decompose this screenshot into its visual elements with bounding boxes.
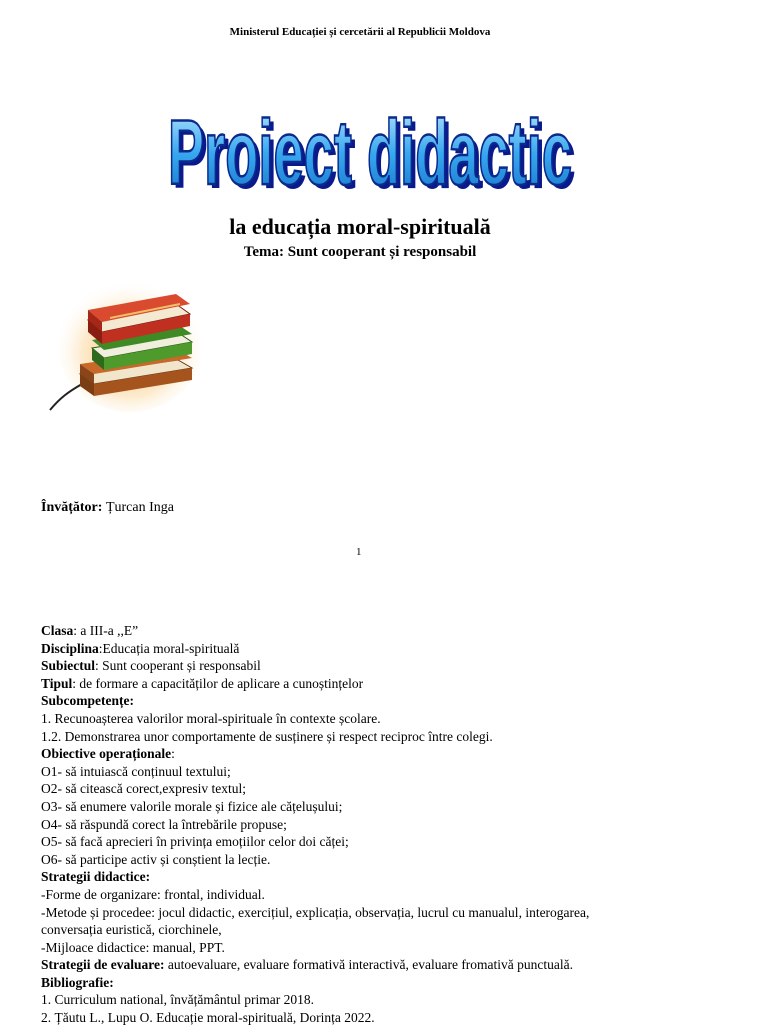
evaluare-value: autoevaluare, evaluare formativă interactivă, evaluare fromativă punctuală. bbox=[164, 957, 574, 973]
lesson-theme: Tema: Sunt cooperant și responsabil bbox=[243, 244, 477, 260]
page-number: 1 bbox=[356, 546, 362, 558]
evaluare-line bbox=[41, 956, 741, 974]
strategie-item: -Mijloace didactice: manual, PPT. bbox=[41, 939, 225, 955]
disciplina-label: Disciplina bbox=[41, 640, 99, 656]
disciplina-value: :Educația moral-spirituală bbox=[98, 640, 240, 656]
disciplina-line bbox=[41, 640, 741, 658]
teacher-label: Învățător: bbox=[41, 500, 103, 515]
tipul-value: : de formare a capacităților de aplicare a cunoștințelor bbox=[72, 675, 364, 691]
ministry-header: Ministerul Educației și cercetării al Republicii Moldova bbox=[229, 26, 491, 38]
wordart-shadow: Proiect didactic bbox=[172, 106, 576, 208]
tipul-label: Tipul bbox=[41, 675, 73, 691]
bibliografie-item: 2. Țăutu L., Lupu O. Educație moral-spirituală, Dorința 2022. bbox=[41, 1010, 375, 1026]
obiectiv-item: O6- să participe activ și conștient la lecție. bbox=[41, 851, 271, 867]
wordart-title bbox=[150, 68, 590, 210]
obiectiv-item: O4- să răspundă corect la întrebările propuse; bbox=[41, 816, 287, 832]
evaluare-label: Strategii de evaluare: bbox=[41, 957, 165, 973]
subcompetenta-item: 1.2. Demonstrarea unor comportamente de susținere și respect reciproc între colegi. bbox=[41, 728, 493, 744]
obiective-heading-line bbox=[41, 745, 741, 763]
clasa-label: Clasa bbox=[41, 623, 74, 638]
obiective-heading: Obiective operaționale bbox=[41, 746, 172, 762]
obiectiv-item: O5- să facă aprecieri în privința emoțiilor celor doi căței; bbox=[41, 834, 349, 850]
teacher-line bbox=[41, 500, 174, 516]
subiectul-label: Subiectul bbox=[41, 658, 96, 674]
strategii-heading: Strategii didactice: bbox=[41, 869, 151, 885]
lesson-details bbox=[41, 622, 741, 1027]
strategie-item: -Forme de organizare: frontal, individual. bbox=[41, 886, 265, 902]
obiective-colon: : bbox=[171, 746, 175, 762]
strategie-item: conversația euristică, ciorchinele, bbox=[41, 922, 222, 938]
obiectiv-item: O1- să intuiască conținuul textului; bbox=[41, 763, 231, 779]
subcompetente-heading: Subcompetențe: bbox=[41, 693, 134, 709]
tipul-line bbox=[41, 675, 741, 693]
subcompetenta-item: 1. Recunoașterea valorilor moral-spirituale în contexte școlare. bbox=[41, 710, 381, 726]
subiectul-value: : Sunt cooperant și responsabil bbox=[95, 658, 261, 674]
clasa-line bbox=[41, 622, 741, 640]
bibliografie-item: 1. Curriculum national, învățământul primar 2018. bbox=[41, 992, 314, 1008]
books-illustration bbox=[40, 264, 200, 418]
teacher-name: Țurcan Inga bbox=[102, 500, 174, 515]
clasa-value: : a III-a ,,E” bbox=[73, 623, 139, 638]
wordart-text: Proiect didactic bbox=[168, 102, 572, 204]
obiectiv-item: O3- să enumere valorile morale și fizice ale cățelușului; bbox=[41, 798, 343, 814]
document-subtitle: la educația moral-spirituală bbox=[229, 214, 491, 239]
obiectiv-item: O2- să citească corect,expresiv textul; bbox=[41, 781, 247, 797]
subiectul-line bbox=[41, 657, 741, 675]
bibliografie-heading: Bibliografie: bbox=[41, 974, 114, 990]
strategie-item: -Metode și procedee: jocul didactic, exercițiul, explicația, observația, lucrul cu manualul, interogarea, bbox=[41, 904, 590, 920]
